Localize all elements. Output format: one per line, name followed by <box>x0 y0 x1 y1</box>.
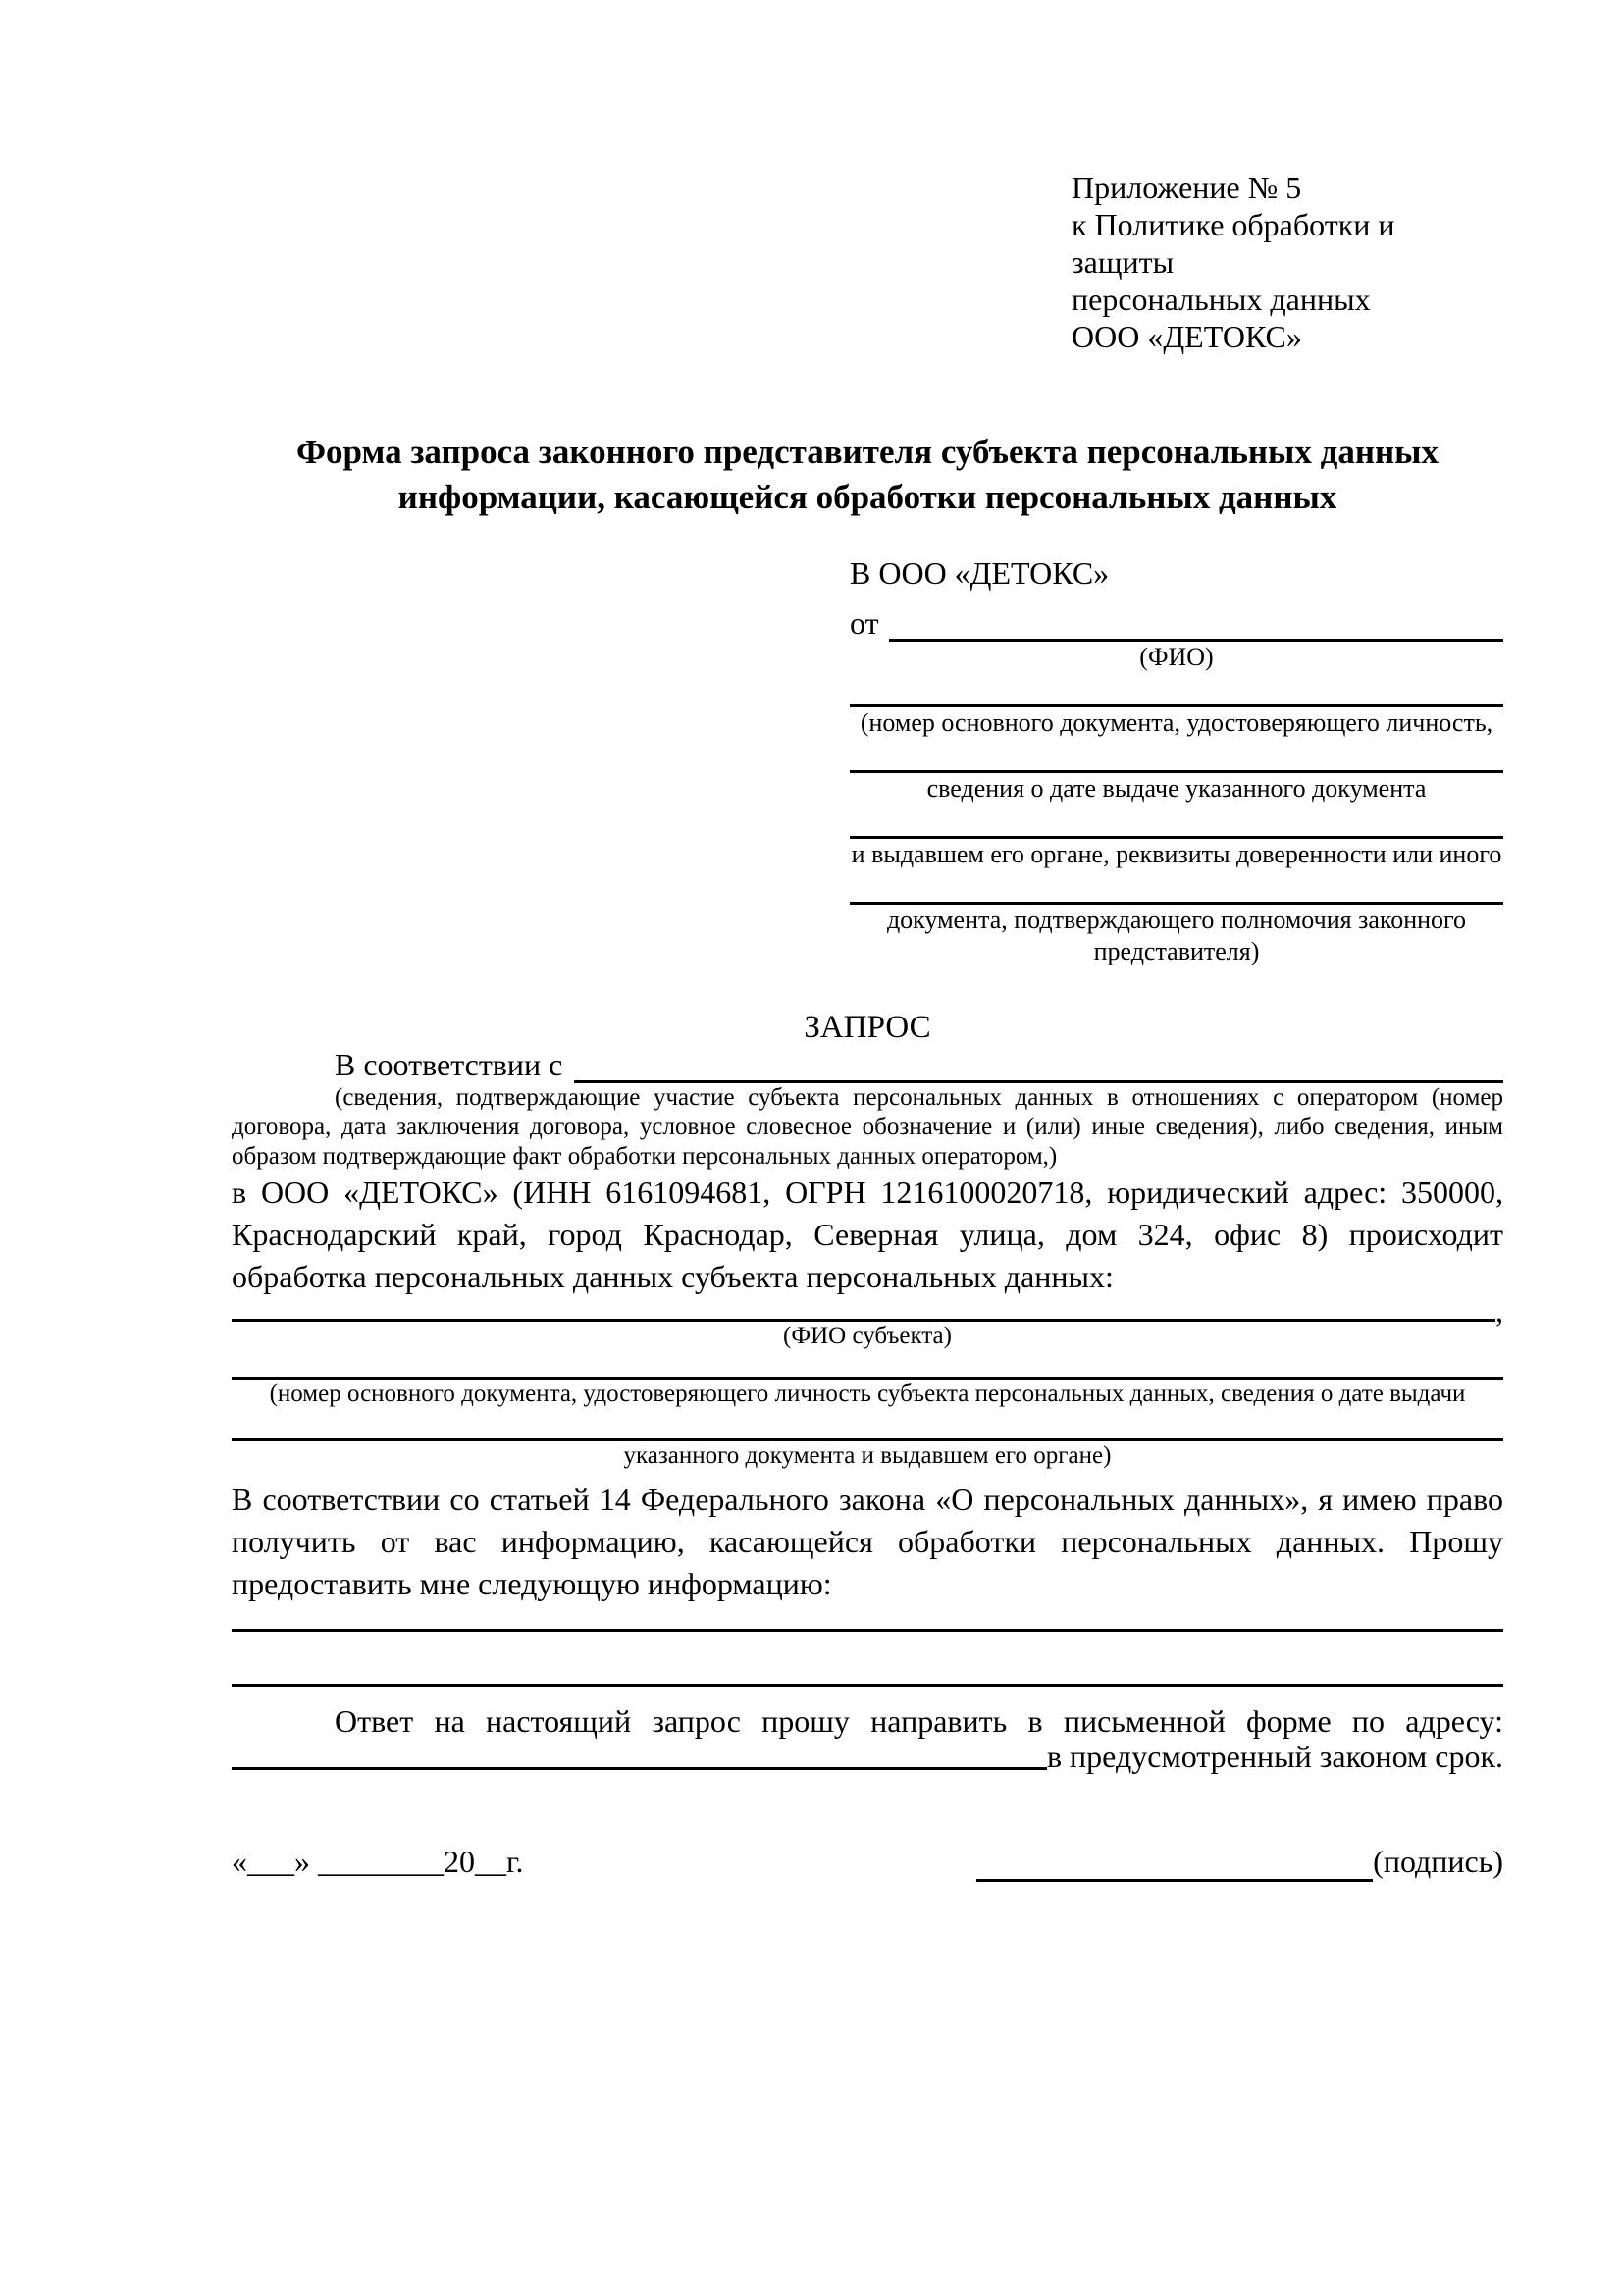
from-label: от <box>850 605 879 641</box>
from-line <box>850 599 1503 642</box>
fio-caption: (ФИО) <box>1139 643 1214 671</box>
law-paragraph: В соответствии со статьей 14 Федерального закона «О персональных данных», я имею право получить от вас информацию, касающейся обработки персональных данных. Прошу предоставить мне следующую информацию: <box>232 1482 1503 1601</box>
subject-doc-group <box>232 1438 1503 1471</box>
info-blank-line-1 <box>232 1629 1503 1632</box>
operator-paragraph: в ООО «ДЕТОКС» (ИНН 6161094681, ОГРН 1216100020718, юридический адрес: 350000, Краснодарский край, город Краснодар, Северная улица, дом 324, офис 8) происходит обработка персональных данных субъекта персональных данных: <box>232 1174 1503 1294</box>
subject-doc-caption: (номер основного документа, удостоверяющего личность субъекта персональных данных, сведения о дате выдачи <box>269 1381 1466 1407</box>
representative-doc-group <box>850 704 1503 739</box>
subject-doc-group <box>232 1377 1503 1409</box>
appendix-block <box>1072 169 1503 355</box>
title-line: Форма запроса законного представителя субъекта персональных данных <box>296 433 1439 471</box>
doc-caption: сведения о дате выдаче указанного документа <box>926 774 1427 803</box>
representative-doc-group <box>850 836 1503 870</box>
doc-caption: и выдавшем его органе, реквизиты доверенности или иного <box>851 840 1502 868</box>
accordance-note: (сведения, подтверждающие участие субъекта персональных данных в отношениях с оператором (номер договора, дата заключения договора, условное словесное обозначение и (или) иные сведения), либо сведения, иным образом подтверждающие факт обработки персональных данных оператором,) <box>232 1084 1503 1170</box>
signature-caption: (подпись) <box>1373 1844 1503 1879</box>
appendix-line: ООО «ДЕТОКС» <box>1072 319 1302 354</box>
appendix-line: Приложение № 5 <box>1072 170 1302 205</box>
signature-blank-line <box>976 1846 1373 1882</box>
title-line: информации, касающейся обработки персональных данных <box>397 478 1337 516</box>
addressee-to: В ООО «ДЕТОКС» <box>850 555 1110 591</box>
address-blank-line <box>232 1767 1047 1770</box>
info-blank-line-2 <box>232 1684 1503 1687</box>
answer-lead: Ответ на настоящий запрос прошу направить в письменной форме по адресу: <box>335 1703 1503 1739</box>
document-title <box>232 430 1503 520</box>
accordance-label: В соответствии с <box>335 1047 563 1082</box>
subject-fio-line <box>232 1293 1503 1329</box>
subject-fio-caption: (ФИО субъекта) <box>783 1323 952 1349</box>
representative-doc-group <box>850 902 1503 967</box>
appendix-line: персональных данных <box>1072 282 1371 317</box>
addressee-block <box>850 553 1503 967</box>
request-heading: ЗАПРОС <box>804 1010 931 1045</box>
accordance-line <box>232 1046 1503 1083</box>
appendix-line: к Политике обработки и защиты <box>1072 207 1395 280</box>
signature-area <box>976 1841 1503 1882</box>
answer-tail: в предусмотренный законом срок. <box>1046 1739 1503 1774</box>
doc-caption: (номер основного документа, удостоверяющего личность, <box>860 708 1493 737</box>
trailing-comma: , <box>1495 1293 1503 1329</box>
subject-doc-caption: указанного документа и выдавшем его органе) <box>623 1442 1112 1469</box>
representative-doc-group <box>850 770 1503 805</box>
doc-caption: документа, подтверждающего полномочия законного представителя) <box>886 906 1467 965</box>
date-line: «___» ________20__г. <box>232 1844 524 1879</box>
answer-address-line <box>232 1739 1503 1774</box>
footer-row <box>232 1841 1503 1882</box>
